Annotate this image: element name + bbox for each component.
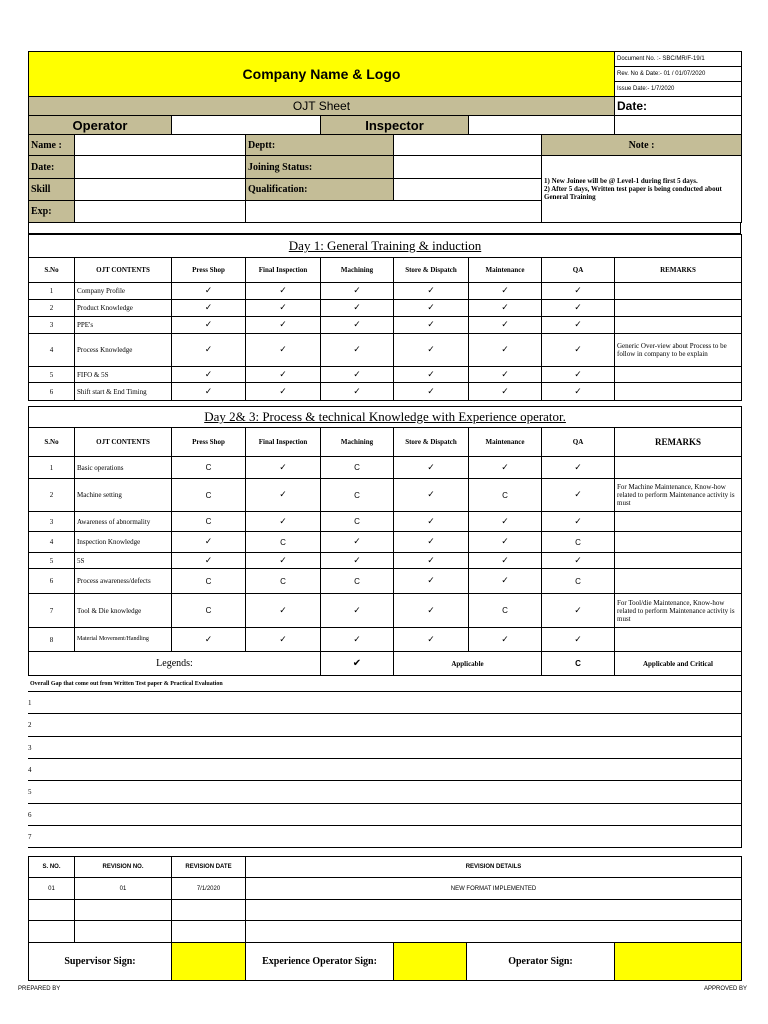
table-row [29,283,742,300]
machining-value: ✓ [321,300,394,317]
row-content: Tool & Die knowledge [75,594,172,628]
maintenance-value: ✓ [469,553,542,569]
press-shop-value: ✓ [172,532,246,553]
prepared-by: PREPARED BY [18,986,61,992]
row-content: Basic operations [75,457,172,479]
col-remarks: REMARKS [615,258,742,283]
store-dispatch-value: ✓ [394,383,469,401]
table-row [29,900,742,921]
supervisor-sign-field[interactable] [172,943,246,981]
maintenance-value: ✓ [469,512,542,532]
col-remarks: REMARKS [615,428,742,457]
joining-status-field[interactable] [394,156,542,179]
gap-row[interactable]: 1 [28,692,741,714]
qa-value: ✓ [542,594,615,628]
maintenance-value: ✓ [469,283,542,300]
machining-value: ✓ [321,317,394,334]
legends-label: Legends: [29,652,321,676]
note-text [542,156,742,223]
approved-by: APPROVED BY [704,986,748,992]
maintenance-value: ✓ [469,317,542,334]
revision-no [75,921,172,943]
gap-row[interactable]: 7 [28,826,741,848]
final-inspection-value: ✓ [246,594,321,628]
maintenance-value: C [469,594,542,628]
remark [615,628,742,652]
qa-value: ✓ [542,457,615,479]
qa-value: C [542,569,615,594]
inspector-field[interactable] [469,116,615,135]
table-row [29,383,742,401]
final-inspection-value: C [246,569,321,594]
revision-date [172,900,246,921]
qa-value: ✓ [542,628,615,652]
store-dispatch-value: ✓ [394,628,469,652]
row-content: Company Profile [75,283,172,300]
table-row [29,628,742,652]
press-shop-value: ✓ [172,334,246,367]
press-shop-value: ✓ [172,317,246,334]
revision-details [246,921,742,943]
note-line-1: 1) New Joinee will be @ Level-1 during first 5 days. [544,177,698,185]
issue-date: Issue Date:- 1/7/2020 [615,82,742,97]
name-label: Name : [29,135,75,156]
col-maintenance: Maintenance [469,428,542,457]
revision-sno [29,921,75,943]
machining-value: ✓ [321,334,394,367]
maintenance-value: ✓ [469,457,542,479]
day1-table [28,234,742,401]
store-dispatch-value: ✓ [394,300,469,317]
remark: For Tool/die Maintenance, Know-how related to perform Maintenance activity is must [615,594,742,628]
row-content: Process Knowledge [75,334,172,367]
table-row [29,878,742,900]
row-number: 6 [29,569,75,594]
table-row [29,334,742,367]
col-press-shop: Press Shop [172,428,246,457]
table-row [29,594,742,628]
deptt-field[interactable] [394,135,542,156]
table-row [29,317,742,334]
machining-value: C [321,569,394,594]
remark [615,317,742,334]
remark [615,569,742,594]
final-inspection-value: ✓ [246,479,321,512]
row-content: Awareness of abnormality [75,512,172,532]
row-number: 7 [29,594,75,628]
date-label: Date: [615,97,742,116]
maintenance-value: ✓ [469,569,542,594]
remark [615,532,742,553]
skill-label: Skill [29,179,75,201]
press-shop-value: C [172,479,246,512]
row-number: 4 [29,532,75,553]
qa-value: ✓ [542,283,615,300]
gap-title: Overall Gap that come out from Written Test paper & Practical Evaluation [28,676,741,692]
row-content: Inspection Knowledge [75,532,172,553]
revision-sno: 01 [29,878,75,900]
press-shop-value: ✓ [172,383,246,401]
sheet-title-table [28,96,742,116]
row-number: 1 [29,283,75,300]
machining-value: ✓ [321,628,394,652]
table-row [29,512,742,532]
revision-details: NEW FORMAT IMPLEMENTED [246,878,742,900]
deptt-label: Deptt: [246,135,394,156]
maintenance-value: ✓ [469,300,542,317]
skill-field[interactable] [75,179,246,201]
qa-value: ✓ [542,334,615,367]
machining-value: ✓ [321,553,394,569]
qa-value: C [542,532,615,553]
col-maintenance: Maintenance [469,258,542,283]
maintenance-value: ✓ [469,532,542,553]
machining-value: ✓ [321,383,394,401]
qa-value: ✓ [542,479,615,512]
applicable-label: Applicable [394,652,542,676]
operator-inspector-table [28,115,742,135]
revision-no: 01 [75,878,172,900]
qa-value: ✓ [542,512,615,532]
press-shop-value: C [172,594,246,628]
critical-symbol: C [542,652,615,676]
final-inspection-value: ✓ [246,283,321,300]
inspector-label: Inspector [321,116,469,135]
col-store-dispatch: Store & Dispatch [394,258,469,283]
store-dispatch-value: ✓ [394,479,469,512]
final-inspection-value: ✓ [246,457,321,479]
date-field[interactable] [75,156,246,179]
gap-row[interactable]: 6 [28,804,741,826]
operator-sign-field[interactable] [615,943,742,981]
supervisor-sign-label: Supervisor Sign: [29,943,172,981]
row-number: 4 [29,334,75,367]
blank-cell [615,116,742,135]
table-row [29,532,742,553]
table-row [29,300,742,317]
info-table [28,134,742,223]
remark [615,300,742,317]
qualification-field[interactable] [394,179,542,201]
row-number: 3 [29,317,75,334]
experience-operator-sign-label: Experience Operator Sign: [246,943,394,981]
remark [615,553,742,569]
note-line-2: 2) After 5 days, Written test paper is being conducted about General Training [544,185,722,201]
exp-label: Exp: [29,201,75,223]
sheet-title: OJT Sheet [29,97,615,116]
remark [615,367,742,383]
row-number: 3 [29,512,75,532]
revision-date: 7/1/2020 [172,878,246,900]
blank-cell [246,201,542,223]
machining-value: C [321,457,394,479]
col-ojt-contents: OJT CONTENTS [75,258,172,283]
row-content: 5S [75,553,172,569]
maintenance-value: ✓ [469,383,542,401]
legends-table [28,651,742,676]
col-revision-no: REVISION NO. [75,857,172,878]
machining-value: C [321,479,394,512]
store-dispatch-value: ✓ [394,457,469,479]
day1-title: Day 1: General Training & induction [29,235,742,258]
note-label: Note : [542,135,742,156]
gap-row[interactable]: 4 [28,759,741,781]
table-row [29,553,742,569]
col-sno: S.No [29,258,75,283]
remark [615,383,742,401]
row-content: Material Movement/Handling [75,628,172,652]
store-dispatch-value: ✓ [394,283,469,300]
store-dispatch-value: ✓ [394,334,469,367]
row-content: Shift start & End Timing [75,383,172,401]
table-row [29,479,742,512]
press-shop-value: ✓ [172,553,246,569]
col-revision-details: REVISION DETAILS [246,857,742,878]
store-dispatch-value: ✓ [394,532,469,553]
remark: Generic Over-view about Process to be follow in company to be explain [615,334,742,367]
machining-value: ✓ [321,594,394,628]
final-inspection-value: ✓ [246,512,321,532]
tick-symbol: ✔ [321,652,394,676]
final-inspection-value: ✓ [246,367,321,383]
qa-value: ✓ [542,367,615,383]
table-row [29,367,742,383]
final-inspection-value: ✓ [246,628,321,652]
col-final-inspection: Final Inspection [246,428,321,457]
revision-date [172,921,246,943]
final-inspection-value: ✓ [246,383,321,401]
machining-value: ✓ [321,367,394,383]
experience-operator-sign-field[interactable] [394,943,467,981]
final-inspection-value: ✓ [246,300,321,317]
revision-table [28,856,742,943]
machining-value: ✓ [321,283,394,300]
press-shop-value: C [172,457,246,479]
row-content: Machine setting [75,479,172,512]
remark: For Machine Maintenance, Know-how related to perform Maintenance activity is must [615,479,742,512]
row-content: Product Knowledge [75,300,172,317]
col-press-shop: Press Shop [172,258,246,283]
gap-row[interactable]: 3 [28,737,741,759]
store-dispatch-value: ✓ [394,594,469,628]
qa-value: ✓ [542,300,615,317]
press-shop-value: ✓ [172,283,246,300]
press-shop-value: C [172,512,246,532]
date-label: Date: [29,156,75,179]
col-revision-sno: S. NO. [29,857,75,878]
exp-field[interactable] [75,201,246,223]
row-number: 2 [29,479,75,512]
day2-title: Day 2& 3: Process & technical Knowledge with Experience operator. [29,407,742,428]
col-store-dispatch: Store & Dispatch [394,428,469,457]
press-shop-value: ✓ [172,300,246,317]
company-name: Company Name & Logo [29,52,615,97]
machining-value: C [321,512,394,532]
col-ojt-contents: OJT CONTENTS [75,428,172,457]
press-shop-value: C [172,569,246,594]
header-table [28,51,742,97]
remark [615,457,742,479]
row-number: 5 [29,367,75,383]
operator-sign-label: Operator Sign: [467,943,615,981]
row-number: 6 [29,383,75,401]
store-dispatch-value: ✓ [394,512,469,532]
row-number: 1 [29,457,75,479]
maintenance-value: ✓ [469,334,542,367]
row-content: Process awareness/defects [75,569,172,594]
store-dispatch-value: ✓ [394,367,469,383]
store-dispatch-value: ✓ [394,569,469,594]
operator-field[interactable] [172,116,321,135]
col-machining: Machining [321,258,394,283]
gap-row[interactable]: 5 [28,781,741,804]
maintenance-value: C [469,479,542,512]
critical-label: Applicable and Critical [615,652,742,676]
name-field[interactable] [75,135,246,156]
signature-table [28,942,742,981]
machining-value: ✓ [321,532,394,553]
final-inspection-value: ✓ [246,553,321,569]
row-content: PPE's [75,317,172,334]
qa-value: ✓ [542,383,615,401]
table-row [29,569,742,594]
joining-status-label: Joining Status: [246,156,394,179]
remark [615,283,742,300]
spacer-row [28,222,741,234]
row-number: 2 [29,300,75,317]
qa-value: ✓ [542,553,615,569]
operator-label: Operator [29,116,172,135]
qualification-label: Qualification: [246,179,394,201]
qa-value: ✓ [542,317,615,334]
revision-number: Rev. No & Date:- 01 / 01/07/2020 [615,67,742,82]
document-number: Document No. :- SBC/MR/F-19/1 [615,52,742,67]
gap-row[interactable]: 2 [28,714,741,737]
revision-details [246,900,742,921]
store-dispatch-value: ✓ [394,553,469,569]
final-inspection-value: ✓ [246,317,321,334]
col-sno: S.No [29,428,75,457]
col-final-inspection: Final Inspection [246,258,321,283]
press-shop-value: ✓ [172,628,246,652]
col-machining: Machining [321,428,394,457]
table-row [29,921,742,943]
store-dispatch-value: ✓ [394,317,469,334]
final-inspection-value: C [246,532,321,553]
row-number: 8 [29,628,75,652]
day2-table [28,406,742,652]
gap-table [28,675,742,848]
press-shop-value: ✓ [172,367,246,383]
final-inspection-value: ✓ [246,334,321,367]
row-number: 5 [29,553,75,569]
revision-sno [29,900,75,921]
col-qa: QA [542,428,615,457]
maintenance-value: ✓ [469,628,542,652]
col-revision-date: REVISION DATE [172,857,246,878]
table-row [29,457,742,479]
remark [615,512,742,532]
maintenance-value: ✓ [469,367,542,383]
revision-no [75,900,172,921]
row-content: FIFO & 5S [75,367,172,383]
col-qa: QA [542,258,615,283]
